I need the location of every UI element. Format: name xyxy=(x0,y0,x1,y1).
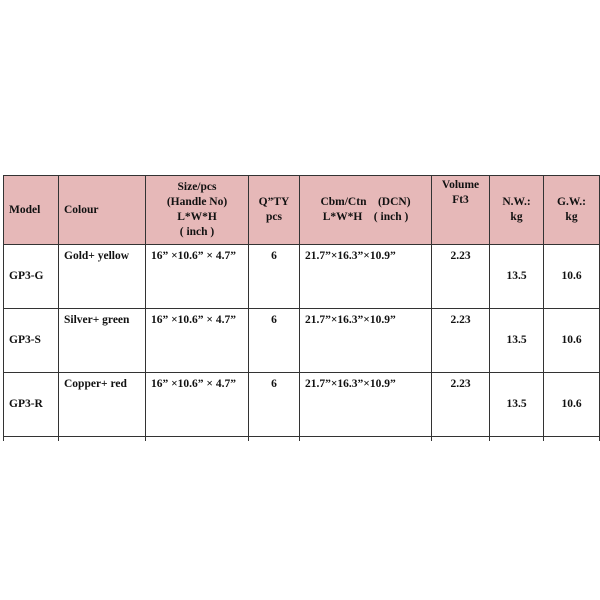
net-weight-cell: 13.5 xyxy=(490,373,544,437)
product-spec-table xyxy=(3,175,600,441)
colour-cell: Silver+ green xyxy=(59,309,146,373)
header-size-line: ( inch ) xyxy=(179,226,215,238)
header-colour: Colour xyxy=(59,176,146,245)
empty-cell xyxy=(249,437,300,442)
colour-cell: Gold+ yellow xyxy=(59,245,146,309)
model-cell: GP3-S xyxy=(4,309,59,373)
volume-cell: 2.23 xyxy=(432,245,490,309)
header-row xyxy=(4,176,600,245)
qty-cell: 6 xyxy=(249,245,300,309)
header-cbm-line: Cbm/Ctn (DCN) xyxy=(320,196,411,208)
qty-cell: 6 xyxy=(249,309,300,373)
qty-cell: 6 xyxy=(249,373,300,437)
header-size-line: Size/pcs xyxy=(177,181,217,193)
net-weight-cell: 13.5 xyxy=(490,309,544,373)
volume-cell: 2.23 xyxy=(432,309,490,373)
table-row xyxy=(4,309,600,373)
model-cell: GP3-G xyxy=(4,245,59,309)
header-nw-line: N.W.: xyxy=(502,196,531,208)
empty-cell xyxy=(146,437,249,442)
cbm-cell: 21.7”×16.3”×10.9” xyxy=(300,309,432,373)
table-continuation-row xyxy=(4,437,600,442)
size-cell: 16” ×10.6” × 4.7” xyxy=(146,309,249,373)
header-model: Model xyxy=(4,176,59,245)
gross-weight-cell: 10.6 xyxy=(544,373,600,437)
model-cell: GP3-R xyxy=(4,373,59,437)
header-qty-line: pcs xyxy=(266,211,282,223)
size-cell: 16” ×10.6” × 4.7” xyxy=(146,373,249,437)
empty-cell xyxy=(490,437,544,442)
empty-cell xyxy=(432,437,490,442)
header-nw xyxy=(490,176,544,245)
header-cbm xyxy=(300,176,432,245)
header-gw xyxy=(544,176,600,245)
header-volume-line: Volume xyxy=(441,179,480,191)
colour-cell: Copper+ red xyxy=(59,373,146,437)
table-row xyxy=(4,245,600,309)
empty-cell xyxy=(544,437,600,442)
header-cbm-line: L*W*H ( inch ) xyxy=(322,211,409,223)
size-cell: 16” ×10.6” × 4.7” xyxy=(146,245,249,309)
header-volume xyxy=(432,176,490,245)
table-row xyxy=(4,373,600,437)
gross-weight-cell: 10.6 xyxy=(544,309,600,373)
volume-cell: 2.23 xyxy=(432,373,490,437)
header-gw-line: G.W.: xyxy=(557,196,586,208)
header-qty-line: Q”TY xyxy=(258,196,290,208)
header-size-line: (Handle No) xyxy=(166,196,228,208)
gross-weight-cell: 10.6 xyxy=(544,245,600,309)
net-weight-cell: 13.5 xyxy=(490,245,544,309)
empty-cell xyxy=(300,437,432,442)
empty-cell xyxy=(59,437,146,442)
header-nw-line: kg xyxy=(510,211,523,223)
header-qty xyxy=(249,176,300,245)
header-volume-line: Ft3 xyxy=(452,194,469,206)
header-gw-line: kg xyxy=(565,211,578,223)
empty-cell xyxy=(4,437,59,442)
cbm-cell: 21.7”×16.3”×10.9” xyxy=(300,245,432,309)
cbm-cell: 21.7”×16.3”×10.9” xyxy=(300,373,432,437)
header-size xyxy=(146,176,249,245)
header-size-line: L*W*H xyxy=(177,211,217,223)
